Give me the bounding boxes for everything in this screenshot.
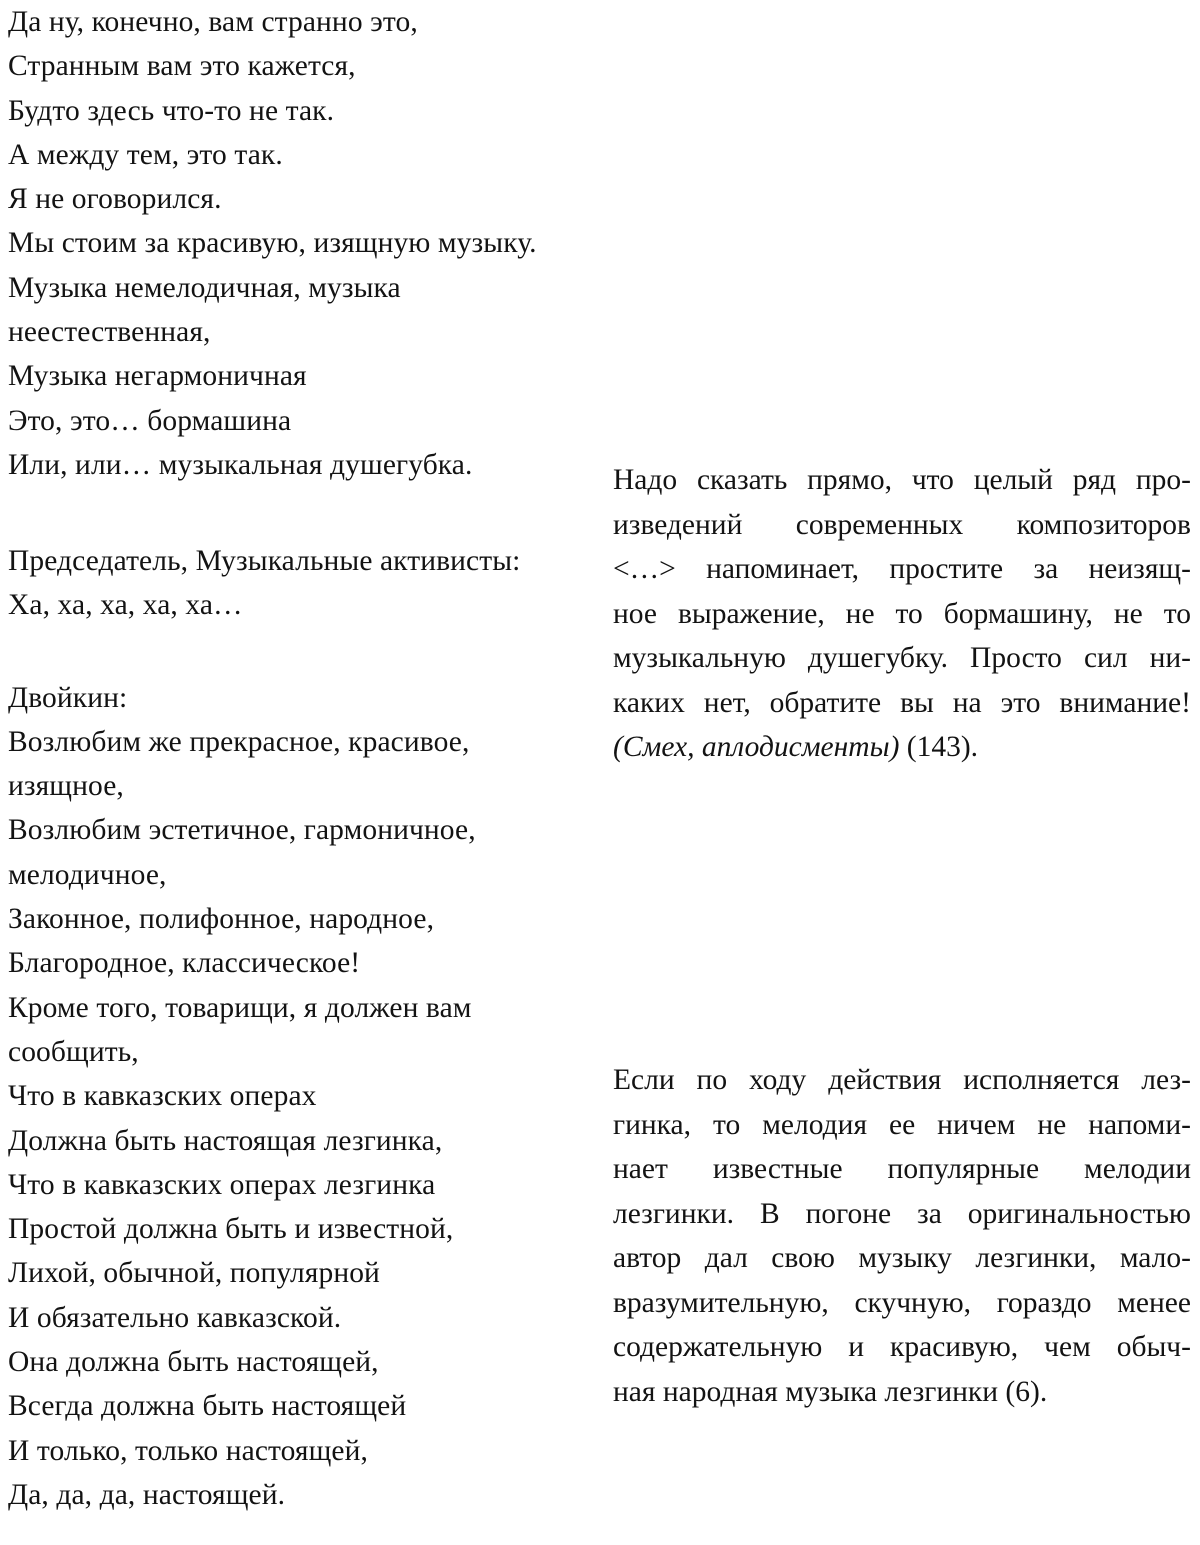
prose-word: менее <box>1117 1286 1191 1319</box>
prose-word: современных <box>795 508 964 541</box>
prose-word: ходу <box>748 1064 807 1096</box>
verse-line: Я не оговорился. <box>8 183 222 216</box>
prose-word: это <box>1000 686 1041 719</box>
verse-line: Ха, ха, ха, ха, ха… <box>8 588 243 621</box>
prose-line-final <box>613 1370 1191 1415</box>
verse-line: Да ну, конечно, вам странно это, <box>8 6 418 38</box>
verse-line: мелодичное, <box>8 858 167 891</box>
prose-word: напоминает, <box>706 553 860 585</box>
prose-word: ни- <box>1149 642 1191 674</box>
prose-word: нет, <box>703 686 751 719</box>
prose-word: бормашину, <box>943 597 1093 630</box>
prose-word: музыкальную <box>613 642 786 674</box>
prose-line <box>613 1281 1191 1326</box>
citation-reference: (143). <box>899 731 979 763</box>
verse-line: И обязательно кавказской. <box>8 1301 342 1334</box>
prose-word: выражение, <box>677 597 825 630</box>
prose-paragraph-1 <box>613 458 1191 770</box>
prose-word: гораздо <box>996 1286 1092 1319</box>
prose-word: сил <box>1083 642 1128 674</box>
stanza-gap <box>8 626 600 676</box>
prose-word: свою <box>771 1242 835 1274</box>
prose-word: неизящ- <box>1088 553 1191 585</box>
verse-line: Благородное, классическое! <box>8 947 361 980</box>
prose-line <box>613 1147 1191 1192</box>
prose-word: мелодия <box>762 1108 868 1141</box>
stage-direction-italic: (Смех, аплодисменты) <box>613 731 900 763</box>
prose-word: <…> <box>613 553 676 585</box>
verse-dialogue-column <box>8 0 600 1517</box>
verse-line: Всегда должна быть настоящей <box>8 1390 407 1423</box>
prose-word: погоне <box>805 1197 892 1230</box>
prose-word: мелодии <box>1084 1153 1191 1185</box>
verse-line: Кроме того, товарищи, я должен вам <box>8 991 472 1024</box>
verse-line: Должна быть настоящая лезгинка, <box>8 1124 443 1157</box>
prose-word: не <box>1037 1108 1067 1141</box>
verse-line: Что в кавказских операх <box>8 1080 317 1113</box>
prose-line <box>613 1236 1191 1281</box>
prose-word: нает <box>613 1153 668 1185</box>
verse-line: Что в кавказских операх лезгинка <box>8 1168 436 1201</box>
prose-word: содержательную <box>613 1331 823 1363</box>
prose-word: Просто <box>970 642 1062 674</box>
prose-line <box>613 592 1191 637</box>
verse-line: Музыка немелодичная, музыка <box>8 271 401 304</box>
prose-word: внимание! <box>1059 686 1191 719</box>
verse-line: Законное, полифонное, народное, <box>8 903 435 936</box>
prose-word: чем <box>1044 1331 1091 1363</box>
prose-word: изведений <box>613 508 743 541</box>
verse-line: Странным вам это кажется, <box>8 50 356 83</box>
prose-line <box>613 681 1191 726</box>
prose-line <box>613 503 1191 548</box>
prose-word: что <box>911 464 954 496</box>
prose-word: напоми- <box>1088 1108 1191 1141</box>
prose-word: оригинальностью <box>967 1197 1191 1230</box>
prose-word: исполняется <box>963 1064 1120 1096</box>
prose-paragraph-2 <box>613 1058 1191 1414</box>
verse-line: Лихой, обычной, популярной <box>8 1257 380 1290</box>
prose-line <box>613 1103 1191 1148</box>
verse-line: И только, только настоящей, <box>8 1434 368 1467</box>
verse-line: неестественная, <box>8 316 211 349</box>
prose-word: В <box>759 1197 780 1230</box>
prose-word: известные <box>712 1153 843 1185</box>
prose-word: красивую, <box>890 1331 1019 1363</box>
prose-word: не <box>845 597 875 630</box>
prose-word: прямо, <box>807 464 893 496</box>
prose-word: лезгинки, <box>975 1242 1097 1274</box>
prose-word: то <box>895 597 923 630</box>
prose-word: за <box>917 1197 942 1230</box>
verse-block <box>8 0 600 487</box>
prose-line <box>613 636 1191 681</box>
prose-word: Надо <box>613 464 678 496</box>
prose-line <box>613 1192 1191 1237</box>
prose-word: вы <box>900 686 934 719</box>
prose-word: автор <box>613 1242 682 1274</box>
prose-word: душегубку. <box>807 642 949 674</box>
prose-word: сказать <box>696 464 788 496</box>
prose-word: каких <box>613 686 685 719</box>
prose-word: и <box>848 1331 865 1363</box>
verse-line: Мы стоим за красивую, изящную музыку. <box>8 227 537 260</box>
prose-word: дал <box>704 1242 748 1274</box>
verse-line: Да, да, да, настоящей. <box>8 1478 286 1511</box>
prose-word: то <box>713 1108 741 1141</box>
prose-word: целый <box>973 464 1053 496</box>
prose-word: ничем <box>937 1108 1016 1141</box>
speaker-label: Председатель, Музыкальные активисты: <box>8 545 521 578</box>
prose-word: мало- <box>1119 1242 1191 1274</box>
verse-line: Она должна быть настоящей, <box>8 1346 379 1379</box>
prose-word: простите <box>889 553 1004 585</box>
verse-line: Возлюбим же прекрасное, красивое, <box>8 725 470 758</box>
verse-line: Музыка негармоничная <box>8 360 307 393</box>
prose-word: ряд <box>1072 464 1117 496</box>
prose-word: лезгинки. <box>613 1197 734 1230</box>
verse-line: сообщить, <box>8 1035 139 1068</box>
prose-word: действия <box>828 1064 942 1096</box>
prose-word: вразумительную, <box>613 1286 829 1319</box>
prose-word: обратите <box>769 686 882 719</box>
prose-line <box>613 547 1191 592</box>
prose-line <box>613 458 1191 503</box>
prose-word: за <box>1033 553 1059 585</box>
verse-line: Будто здесь что-то не так. <box>8 94 335 127</box>
prose-word: музыку <box>858 1242 952 1274</box>
verse-line: Простой должна быть и известной, <box>8 1213 454 1246</box>
verse-line: А между тем, это так. <box>8 138 283 171</box>
prose-line <box>613 1058 1191 1103</box>
prose-word: про- <box>1135 464 1191 496</box>
prose-word: то <box>1163 597 1191 630</box>
stanza-gap <box>8 487 600 539</box>
prose-word: композиторов <box>1016 508 1191 541</box>
prose-word: ное <box>613 597 657 630</box>
verse-line: Это, это… бормашина <box>8 404 292 437</box>
prose-word: обыч- <box>1116 1331 1191 1363</box>
verse-line: Возлюбим эстетичное, гармоничное, <box>8 814 476 847</box>
verse-line: Или, или… музыкальная душегубка. <box>8 448 473 481</box>
speech-block-dvoykin <box>8 676 600 1518</box>
prose-word: скучную, <box>854 1286 971 1319</box>
verse-line: изящное, <box>8 770 124 803</box>
speech-block-chairman <box>8 539 600 625</box>
prose-word: по <box>696 1064 728 1096</box>
prose-word: ее <box>889 1108 916 1141</box>
prose-word: Если <box>613 1064 675 1096</box>
prose-word: не <box>1113 597 1143 630</box>
prose-word: популярные <box>887 1153 1040 1185</box>
citation-reference: ная народная музыка лезгинки (6). <box>613 1375 1048 1408</box>
prose-line-final <box>613 725 1191 770</box>
speaker-label: Двойкин: <box>8 681 128 714</box>
prose-word: на <box>952 686 982 719</box>
prose-line <box>613 1325 1191 1370</box>
prose-word: гинка, <box>613 1108 692 1141</box>
prose-word: лез- <box>1141 1064 1191 1096</box>
